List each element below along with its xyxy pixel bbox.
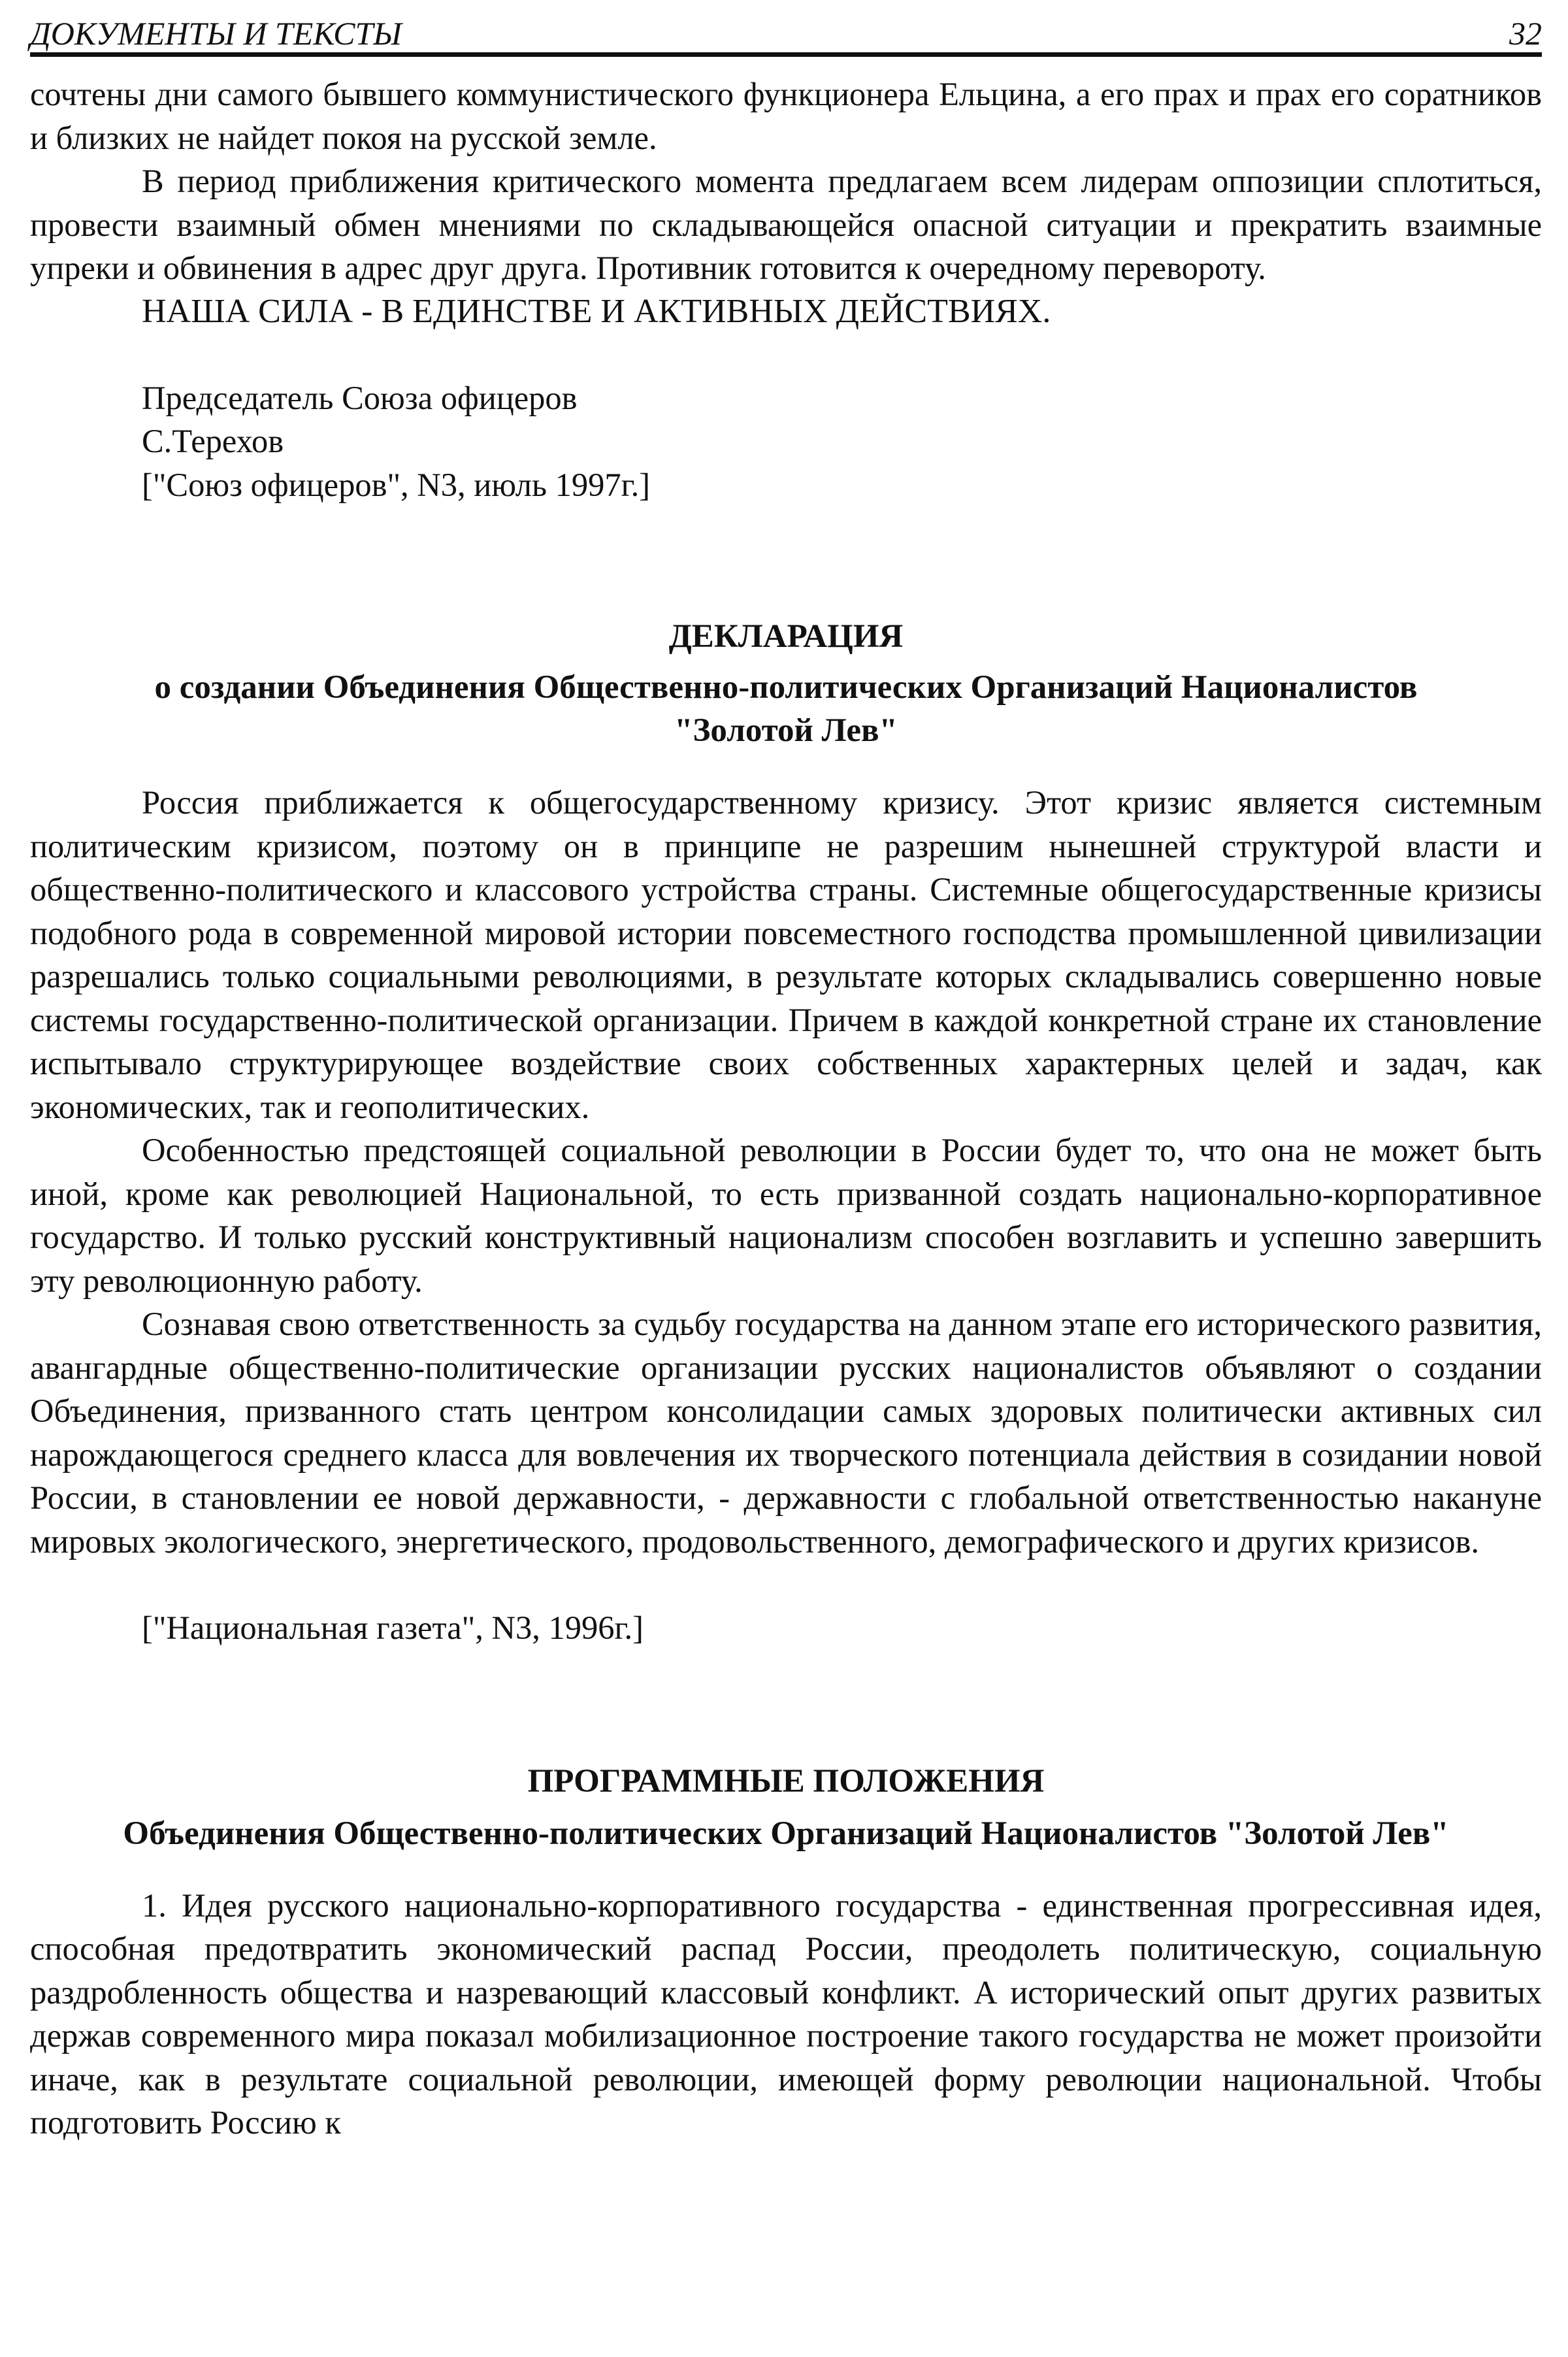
signature-block: [30, 376, 1542, 507]
declaration-paragraph-1: Россия приближается к общегосударственному кризису. Этот кризис является системным политическим кризисом, поэтому он в принципе не разрешим нынешней структурой власти и общественно-политического и классового устройства страны. Системные общегосударственные кризисы подобного рода в современной мировой истории повсеместного господства промышленной цивилизации разрешались только социальными революциями, в результате которых складывались совершенно новые системы государственно-политической организации. Причем в каждой конкретной стране их становление испытывало структурирующее воздействие своих собственных характерных целей и задач, как экономических, так и геополитических.: [30, 784, 1542, 1125]
signature-source: ["Союз офицеров", N3, июль 1997г.]: [142, 466, 651, 503]
document-page: [30, 0, 1542, 2145]
declaration-source: ["Национальная газета", N3, 1996г.]: [142, 1609, 644, 1646]
declaration-paragraph-3: Сознавая свою ответственность за судьбу государства на данном этапе его исторического развития, авангардные общественно-политические организации русских националистов объявляют о создании Объединения, призванного стать центром консолидации самых здоровых политически активных сил нарождающегося среднего класса для вовлечения их творческого потенциала действия в созидании новой России, в становлении ее новой державности, - державности с глобальной ответственностью накануне мировых экологического, энергетического, продовольственного, демографического и других кризисов.: [30, 1306, 1542, 1560]
signature-name: С.Терехов: [142, 423, 284, 459]
paragraph-continuation: сочтены дни самого бывшего коммунистического функционера Ельцина, а его прах и прах его соратников и близких не найдет покоя на русской земле.: [30, 76, 1542, 156]
page-number: 32: [1509, 15, 1542, 52]
slogan: НАША СИЛА - В ЕДИНСТВЕ И АКТИВНЫХ ДЕЙСТВИЯХ.: [142, 292, 1051, 330]
program-title: ПРОГРАММНЫЕ ПОЛОЖЕНИЯ: [527, 1762, 1045, 1800]
declaration-title: ДЕКЛАРАЦИЯ: [668, 618, 904, 655]
declaration-subtitle-line-2: "Золотой Лев": [674, 712, 898, 749]
signature-title: Председатель Союза офицеров: [142, 379, 578, 416]
running-title: ДОКУМЕНТЫ И ТЕКСТЫ: [30, 15, 402, 52]
declaration-paragraph-2: Особенностью предстоящей социальной революции в России будет то, что она не может быть иной, кроме как революцией Национальной, то есть призванной создать национально-корпоративное государство. И только русский конструктивный национализм способен возглавить и успешно завершить эту революционную работу.: [30, 1132, 1542, 1299]
running-header: [30, 0, 1542, 52]
paragraph-appeal: В период приближения критического момента предлагаем всем лидерам оппозиции сплотиться, провести взаимный обмен мнениями по складывающейся опасной ситуации и прекратить взаимные упреки и обвинения в адрес друг друга. Противник готовится к очередному перевороту.: [30, 163, 1542, 286]
declaration-subtitle: [30, 666, 1542, 752]
header-rule: [30, 52, 1542, 57]
program-paragraph-1: 1. Идея русского национально-корпоративного государства - единственная прогрессивная идея, способная предотвратить экономический распад России, преодолеть политическую, социальную раздробленность общества и назревающий классовый конфликт. А исторический опыт других развитых держав современного мира показал мобилизационное построение такого государства не может произойти иначе, как в результате социальной революции, имеющей форму революции национальной. Чтобы подготовить Россию к: [30, 1887, 1542, 2141]
declaration-subtitle-line-1: о создании Объединения Общественно-политических Организаций Националистов: [154, 669, 1418, 706]
program-subtitle: Объединения Общественно-политических Организаций Националистов "Золотой Лев": [123, 1815, 1449, 1852]
